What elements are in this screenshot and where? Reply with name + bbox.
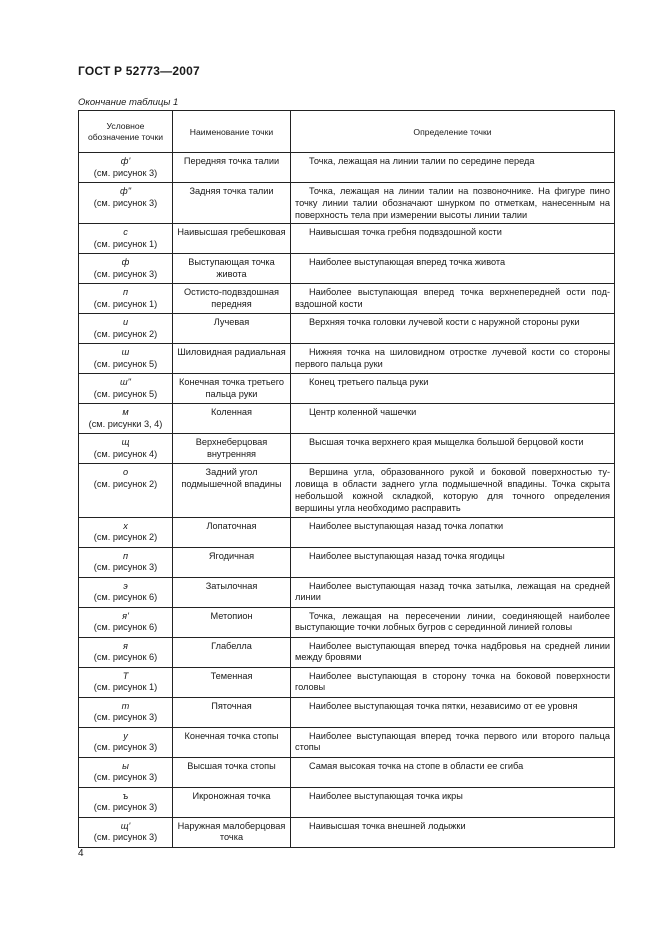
point-symbol: щ bbox=[121, 437, 130, 448]
point-name: Метопион bbox=[173, 607, 291, 637]
table-row bbox=[79, 547, 615, 577]
point-definition: Наиболее выступающая точка икры bbox=[309, 790, 463, 801]
point-symbol-cell bbox=[79, 153, 173, 183]
point-definition: Наиболее выступающая вперед точка верхнепередней ости подвздошной кости bbox=[295, 287, 610, 310]
figure-reference: (см. рисунок 2) bbox=[93, 329, 158, 340]
document-header: ГОСТ Р 52773—2007 bbox=[78, 64, 200, 78]
point-symbol-cell bbox=[79, 577, 173, 607]
point-name: Задний угол подмышечной впадины bbox=[173, 464, 291, 517]
point-definition-cell bbox=[291, 153, 615, 183]
point-symbol-cell bbox=[79, 344, 173, 374]
column-header-name: Наименование точки bbox=[173, 111, 291, 153]
point-definition: Точка, лежащая на линии талии на позвоночнике. На фигуре пино точку линии талии обозначают шнурком по отметкам, нанесенным на поверхность тела при измерении высоты линии талии bbox=[295, 186, 610, 220]
point-symbol: я' bbox=[122, 610, 129, 621]
point-name: Теменная bbox=[173, 667, 291, 697]
point-definition-cell bbox=[291, 464, 615, 517]
table-row bbox=[79, 434, 615, 464]
point-symbol-cell bbox=[79, 637, 173, 667]
table-row bbox=[79, 817, 615, 847]
point-definition: Наиболее выступающая вперед точка надбровья на средней линии между бровями bbox=[295, 640, 610, 663]
point-definition-cell bbox=[291, 697, 615, 727]
point-symbol-cell bbox=[79, 607, 173, 637]
point-symbol-cell bbox=[79, 254, 173, 284]
point-symbol: ш bbox=[121, 347, 130, 358]
column-header-symbol: Условное обозначение точки bbox=[79, 111, 173, 153]
table-row bbox=[79, 607, 615, 637]
table-row bbox=[79, 787, 615, 817]
point-definition: Наивысшая точка гребня подвздошной кости bbox=[309, 227, 502, 238]
point-name: Коленная bbox=[173, 404, 291, 434]
table-row bbox=[79, 314, 615, 344]
figure-reference: (см. рисунок 3) bbox=[93, 772, 158, 783]
point-name: Шиловидная радиальная bbox=[173, 344, 291, 374]
point-definition: Наивысшая точка внешней лодыжки bbox=[309, 820, 466, 831]
point-symbol: щ' bbox=[120, 820, 131, 831]
point-definition: Вершина угла, образованного рукой и боковой поверхностью туловища в области заднего угла подмышечной впадины. Точка скрыта небольшой кожной складкой, которую для точного определения вершины угла необходимо расправить bbox=[295, 467, 610, 513]
point-definition-cell bbox=[291, 183, 615, 224]
point-symbol: ш" bbox=[120, 377, 131, 388]
figure-reference: (см. рисунок 6) bbox=[93, 622, 158, 633]
point-symbol: ф' bbox=[120, 156, 131, 166]
point-definition: Наиболее выступающая точка пятки, независимо от ее уровня bbox=[309, 700, 578, 711]
point-name: Верхнеберцовая внутренняя bbox=[173, 434, 291, 464]
point-definition-cell bbox=[291, 757, 615, 787]
point-definition: Точка, лежащая на пересечении линии, соединяющей наиболее выступающие точки лобных бугров с серединной линией головы bbox=[295, 610, 610, 633]
point-name: Наружная малоберцовая точка bbox=[173, 817, 291, 847]
point-definition-cell bbox=[291, 727, 615, 757]
point-definition: Наиболее выступающая назад точка лопатки bbox=[309, 520, 504, 531]
point-symbol: с bbox=[123, 227, 128, 238]
points-table bbox=[78, 110, 615, 848]
point-symbol: ъ bbox=[122, 790, 129, 801]
point-symbol-cell bbox=[79, 517, 173, 547]
table-row bbox=[79, 577, 615, 607]
point-definition-cell bbox=[291, 314, 615, 344]
point-symbol: п bbox=[122, 550, 129, 561]
point-symbol-cell bbox=[79, 404, 173, 434]
table-row bbox=[79, 374, 615, 404]
point-definition-cell bbox=[291, 577, 615, 607]
point-symbol: х bbox=[123, 520, 128, 531]
table-row bbox=[79, 404, 615, 434]
table-row bbox=[79, 224, 615, 254]
point-symbol-cell bbox=[79, 224, 173, 254]
point-definition: Центр коленной чашечки bbox=[309, 407, 417, 418]
page-number: 4 bbox=[78, 848, 84, 859]
point-symbol: п bbox=[122, 287, 129, 298]
point-definition: Наиболее выступающая назад точка затылка, лежащая на средней линии bbox=[295, 580, 610, 603]
table-row bbox=[79, 637, 615, 667]
point-symbol-cell bbox=[79, 817, 173, 847]
point-definition-cell bbox=[291, 817, 615, 847]
point-definition: Наиболее выступающая вперед точка живота bbox=[309, 257, 506, 268]
point-symbol-cell bbox=[79, 434, 173, 464]
point-symbol-cell bbox=[79, 727, 173, 757]
figure-reference: (см. рисунок 6) bbox=[93, 652, 158, 663]
point-definition-cell bbox=[291, 284, 615, 314]
table-row bbox=[79, 727, 615, 757]
point-symbol-cell bbox=[79, 183, 173, 224]
table-header-row bbox=[79, 111, 615, 153]
point-symbol-cell bbox=[79, 757, 173, 787]
table-row bbox=[79, 667, 615, 697]
figure-reference: (см. рисунок 5) bbox=[93, 389, 158, 400]
point-definition: Самая высокая точка на стопе в области ее сгиба bbox=[309, 760, 524, 771]
table-row bbox=[79, 153, 615, 183]
table-row bbox=[79, 254, 615, 284]
figure-reference: (см. рисунок 3) bbox=[93, 742, 158, 753]
point-symbol: ф" bbox=[120, 186, 131, 196]
table-row bbox=[79, 344, 615, 374]
point-symbol-cell bbox=[79, 787, 173, 817]
point-definition: Верхняя точка головки лучевой кости с наружной стороны руки bbox=[309, 317, 580, 328]
point-symbol: т bbox=[121, 700, 130, 711]
figure-reference: (см. рисунок 6) bbox=[93, 592, 158, 603]
point-name: Лучевая bbox=[173, 314, 291, 344]
figure-reference: (см. рисунок 4) bbox=[93, 449, 158, 460]
point-name: Выступающая точка живота bbox=[173, 254, 291, 284]
table-caption: Окончание таблицы 1 bbox=[78, 97, 179, 108]
point-name: Высшая точка стопы bbox=[173, 757, 291, 787]
point-symbol-cell bbox=[79, 314, 173, 344]
figure-reference: (см. рисунок 3) bbox=[93, 269, 158, 280]
point-definition-cell bbox=[291, 434, 615, 464]
figure-reference: (см. рисунок 3) bbox=[93, 802, 158, 813]
column-header-definition: Определение точки bbox=[291, 111, 615, 153]
point-name: Задняя точка талии bbox=[173, 183, 291, 224]
table-row bbox=[79, 517, 615, 547]
table-row bbox=[79, 757, 615, 787]
point-definition-cell bbox=[291, 404, 615, 434]
table-row bbox=[79, 464, 615, 517]
figure-reference: (см. рисунок 3) bbox=[93, 197, 158, 208]
point-symbol: Т bbox=[122, 670, 129, 681]
point-name: Конечная точка третьего пальца руки bbox=[173, 374, 291, 404]
point-definition-cell bbox=[291, 517, 615, 547]
point-definition-cell bbox=[291, 607, 615, 637]
point-definition: Точка, лежащая на линии талии по середине переда bbox=[309, 156, 535, 166]
point-symbol: я bbox=[123, 640, 128, 651]
point-name: Остисто-подвздошная передняя bbox=[173, 284, 291, 314]
point-symbol: у bbox=[123, 730, 128, 741]
point-definition: Конец третьего пальца руки bbox=[309, 377, 429, 388]
figure-reference: (см. рисунки 3, 4) bbox=[88, 419, 163, 430]
point-name: Лопаточная bbox=[173, 517, 291, 547]
figure-reference: (см. рисунок 3) bbox=[93, 167, 158, 178]
point-name: Икроножная точка bbox=[173, 787, 291, 817]
point-symbol-cell bbox=[79, 667, 173, 697]
point-definition: Наиболее выступающая в сторону точка на боковой поверхности головы bbox=[295, 670, 610, 693]
point-definition: Наиболее выступающая вперед точка первого или второго пальца стопы bbox=[295, 730, 610, 753]
point-definition: Высшая точка верхнего края мыщелка большой берцовой кости bbox=[309, 437, 584, 448]
figure-reference: (см. рисунок 1) bbox=[93, 299, 158, 310]
table-row bbox=[79, 697, 615, 727]
point-symbol: ф bbox=[121, 257, 130, 268]
point-name: Наивысшая гребешковая bbox=[173, 224, 291, 254]
point-symbol: э bbox=[123, 580, 128, 591]
point-definition-cell bbox=[291, 787, 615, 817]
point-definition: Наиболее выступающая назад точка ягодицы bbox=[309, 550, 505, 561]
point-name: Конечная точка стопы bbox=[173, 727, 291, 757]
figure-reference: (см. рисунок 3) bbox=[93, 712, 158, 723]
point-name: Затылочная bbox=[173, 577, 291, 607]
point-symbol-cell bbox=[79, 374, 173, 404]
point-symbol-cell bbox=[79, 464, 173, 517]
point-name: Передняя точка талии bbox=[173, 153, 291, 183]
point-symbol: и bbox=[122, 317, 129, 328]
point-name: Глабелла bbox=[173, 637, 291, 667]
point-definition: Нижняя точка на шиловидном отростке лучевой кости со стороны первого пальца руки bbox=[295, 347, 610, 370]
point-definition-cell bbox=[291, 637, 615, 667]
figure-reference: (см. рисунок 2) bbox=[93, 532, 158, 543]
point-name: Пяточная bbox=[173, 697, 291, 727]
point-symbol-cell bbox=[79, 697, 173, 727]
point-definition-cell bbox=[291, 667, 615, 697]
point-symbol: о bbox=[122, 467, 129, 478]
point-definition-cell bbox=[291, 547, 615, 577]
figure-reference: (см. рисунок 1) bbox=[93, 239, 158, 250]
point-definition-cell bbox=[291, 344, 615, 374]
table-body bbox=[79, 153, 615, 848]
table-row bbox=[79, 183, 615, 224]
point-symbol-cell bbox=[79, 547, 173, 577]
figure-reference: (см. рисунок 3) bbox=[93, 562, 158, 573]
point-definition-cell bbox=[291, 254, 615, 284]
table-row bbox=[79, 284, 615, 314]
figure-reference: (см. рисунок 2) bbox=[93, 479, 158, 490]
point-definition-cell bbox=[291, 374, 615, 404]
figure-reference: (см. рисунок 1) bbox=[93, 682, 158, 693]
figure-reference: (см. рисунок 5) bbox=[93, 359, 158, 370]
point-symbol-cell bbox=[79, 284, 173, 314]
point-definition-cell bbox=[291, 224, 615, 254]
point-symbol: ы bbox=[122, 760, 129, 771]
figure-reference: (см. рисунок 3) bbox=[93, 832, 158, 843]
point-name: Ягодичная bbox=[173, 547, 291, 577]
point-symbol: м bbox=[122, 407, 129, 418]
